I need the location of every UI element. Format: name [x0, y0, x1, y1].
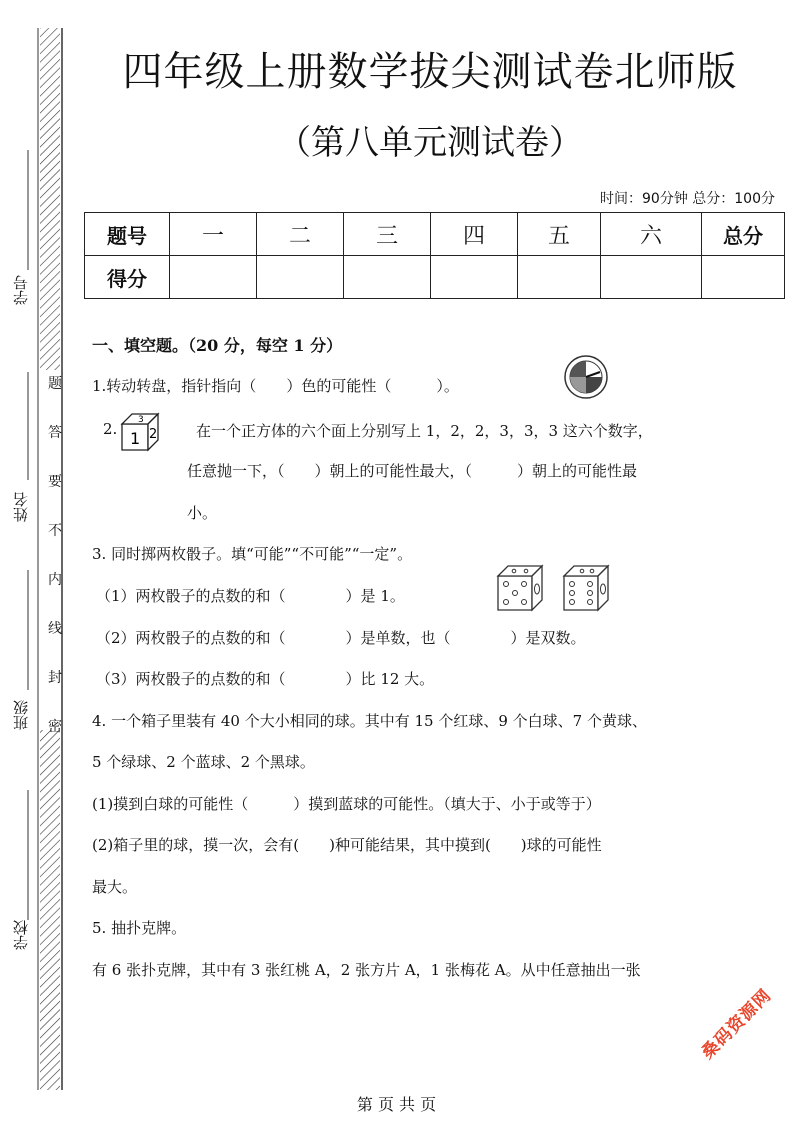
total-header: 总分 [702, 213, 785, 256]
question-line: 5. 抽扑克牌。 [92, 919, 187, 937]
seal-char: 内 [48, 572, 62, 588]
school-label: 学校 [12, 920, 30, 950]
question-line: 有 6 张扑克牌，其中有 3 张红桃 A，2 张方片 A，1 张梅花 A。从中任意抽出一张 [92, 961, 641, 979]
seal-char: 密 [48, 719, 62, 735]
question-line: 4. 一个箱子里装有 40 个大小相同的球。其中有 15 个红球、9 个白球、7 个黄球、 [92, 712, 647, 730]
class-label: 班级 [12, 700, 30, 730]
question-line: 1.转动转盘，指针指向（ ）色的可能性（ ）。 [92, 377, 459, 395]
seal-char: 要 [48, 474, 62, 490]
score-cell[interactable] [170, 256, 257, 299]
spinner-icon [562, 354, 610, 400]
binding-strip [0, 0, 70, 1122]
score-cell[interactable] [702, 256, 785, 299]
name-label: 姓名 [12, 492, 30, 522]
cube-icon [118, 410, 162, 454]
page-title: 四年级上册数学拔尖测试卷北师版 [122, 49, 738, 95]
time-info: 时间：90分钟 总分：100分 [600, 191, 775, 207]
question-line: 小。 [187, 504, 218, 522]
question-number: 2. [103, 420, 118, 438]
seal-char: 封 [48, 670, 62, 686]
column-header: 四 [431, 213, 518, 256]
score-cell[interactable] [601, 256, 702, 299]
score-table [84, 212, 785, 299]
question-line: 任意抛一下，（ ）朝上的可能性最大，（ ）朝上的可能性最 [187, 462, 638, 480]
column-header: 三 [344, 213, 431, 256]
question-line: （1）两枚骰子的点数的和（ ）是 1。 [96, 587, 405, 605]
cube-top-number: 3 [138, 415, 144, 425]
seal-char: 不 [48, 523, 62, 539]
question-line: 最大。 [92, 878, 138, 896]
seal-char: 题 [48, 376, 62, 392]
score-cell[interactable] [257, 256, 344, 299]
cube-front-number: 1 [130, 429, 141, 448]
seal-char: 线 [48, 621, 62, 637]
question-line: （2）两枚骰子的点数的和（ ）是单数，也（ ）是双数。 [96, 629, 586, 647]
question-line: (1)摸到白球的可能性（ ）摸到蓝球的可能性。（填大于、小于或等于） [92, 795, 601, 813]
question-line: 在一个正方体的六个面上分别写上 1，2，2，3，3，3 这六个数字， [196, 422, 653, 440]
question-line: (2)箱子里的球，摸一次，会有( )种可能结果，其中摸到( )球的可能性 [92, 836, 602, 854]
score-cell[interactable] [344, 256, 431, 299]
page-subtitle: （第八单元测试卷） [277, 123, 583, 163]
table-row [85, 256, 785, 299]
seal-char: 答 [48, 425, 62, 441]
question-line: 5 个绿球、2 个蓝球、2 个黑球。 [92, 753, 315, 771]
column-header: 六 [601, 213, 702, 256]
binding-lines [0, 0, 70, 1122]
score-cell[interactable] [518, 256, 601, 299]
table-row [85, 213, 785, 256]
cube-side-number: 2 [149, 427, 158, 442]
score-cell[interactable] [431, 256, 518, 299]
row-label: 得分 [85, 256, 170, 299]
section-heading: 一、填空题。（20 分，每空 1 分） [92, 336, 343, 355]
column-header: 五 [518, 213, 601, 256]
page-footer: 第 页 共 页 [356, 1095, 437, 1114]
column-header: 一 [170, 213, 257, 256]
dice-icon [494, 562, 616, 614]
id-label: 学号 [12, 275, 30, 305]
question-line: （3）两枚骰子的点数的和（ ）比 12 大。 [96, 670, 435, 688]
row-label: 题号 [85, 213, 170, 256]
watermark: 桑码资源网 [697, 985, 776, 1064]
column-header: 二 [257, 213, 344, 256]
question-line: 3. 同时掷两枚骰子。填“可能”“不可能”“一定”。 [92, 545, 413, 563]
